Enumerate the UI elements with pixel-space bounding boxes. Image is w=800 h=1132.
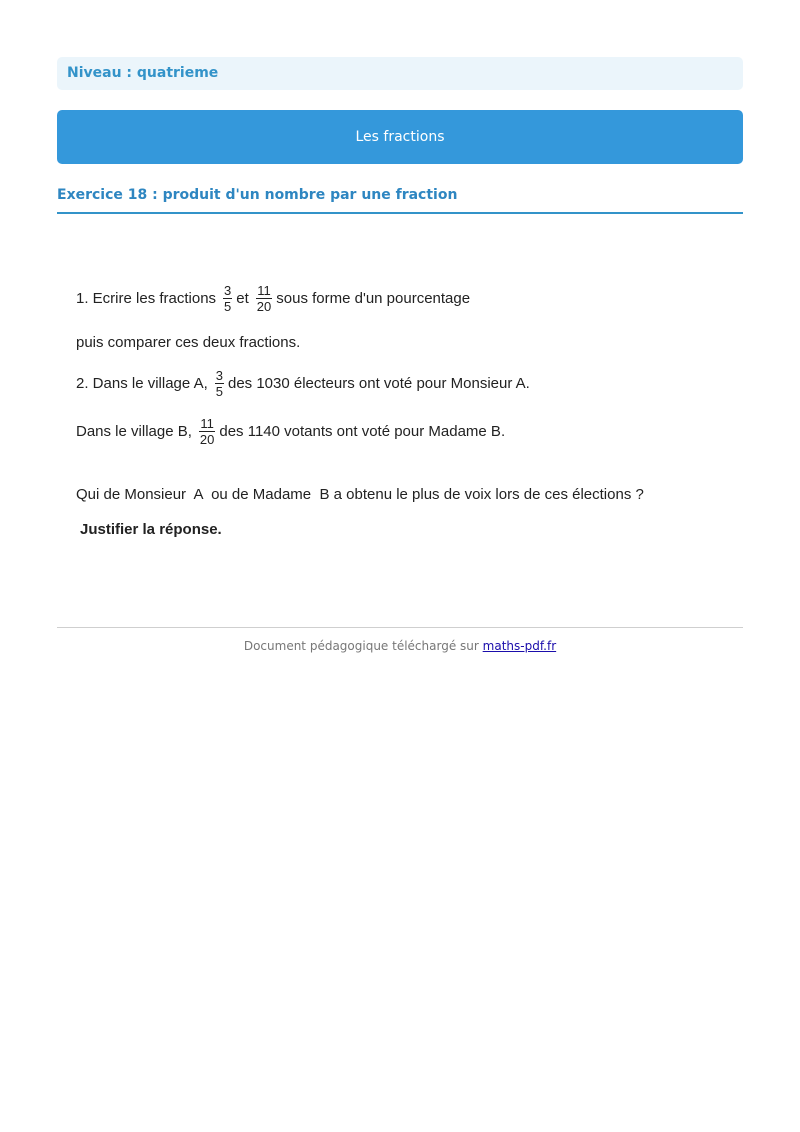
exercise-title: Exercice 18 : produit d'un nombre par une fraction [57, 183, 743, 214]
footer-text: Document pédagogique téléchargé sur [243, 639, 479, 653]
q2-suffix: des 1030 électeurs ont voté pour Monsieur A. [227, 374, 530, 392]
fraction-3-5 [223, 284, 232, 313]
level-label: Niveau : quatrieme [57, 57, 743, 90]
fraction-numerator: 3 [215, 367, 223, 383]
q1-line2: puis comparer ces deux fractions. [76, 333, 301, 351]
fraction-denominator: 20 [256, 298, 272, 314]
footer [57, 639, 743, 653]
fraction-numerator: 11 [200, 415, 214, 431]
question-3-line [76, 413, 509, 449]
fraction-3-5 [215, 369, 224, 398]
fraction-denominator: 5 [215, 383, 223, 399]
footer-divider [57, 627, 743, 628]
chapter-banner: Les fractions [57, 110, 743, 164]
question-2-line [76, 365, 534, 401]
q1-connector: et [236, 289, 249, 307]
q3-suffix: des 1140 votants ont voté pour Madame B. [219, 422, 506, 440]
q1-prefix: 1. Ecrire les fractions [76, 289, 217, 307]
justify-line [80, 511, 226, 547]
q1-suffix: sous forme d'un pourcentage [276, 289, 471, 307]
question-1-line [76, 280, 474, 316]
fraction-numerator: 11 [257, 282, 271, 298]
fraction-11-20 [256, 284, 272, 313]
fraction-denominator: 20 [199, 431, 215, 447]
fraction-denominator: 5 [224, 298, 232, 314]
q2-prefix: 2. Dans le village A, [76, 374, 208, 392]
footer-link[interactable]: maths-pdf.fr [482, 639, 557, 653]
main-question [76, 476, 648, 512]
fraction-numerator: 3 [224, 282, 232, 298]
q3-prefix: Dans le village B, [76, 422, 192, 440]
question-text: Qui de Monsieur A ou de Madame B a obtenu le plus de voix lors de ces élections ? [76, 485, 644, 503]
question-1-line-2 [76, 324, 304, 360]
fraction-11-20 [199, 417, 215, 446]
justify-text: Justifier la réponse. [80, 520, 222, 538]
